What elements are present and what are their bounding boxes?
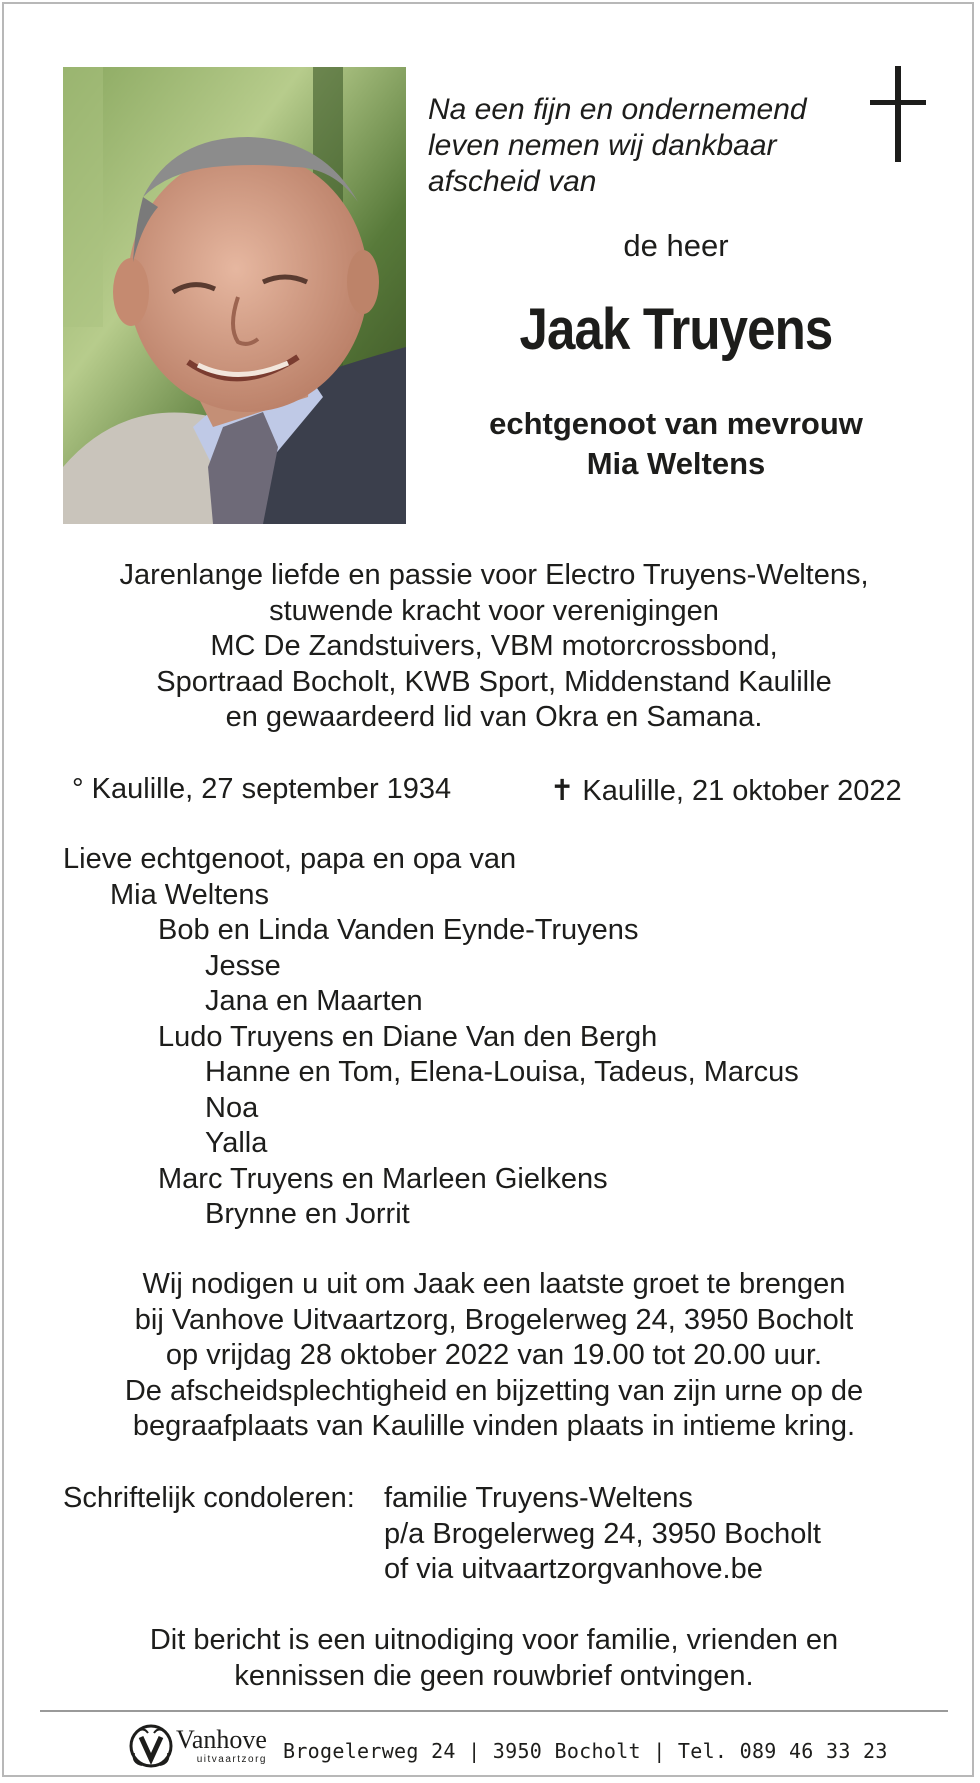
condolence-block <box>63 1481 821 1588</box>
obituary-card <box>2 2 974 1777</box>
family-spouse: Mia Weltens <box>110 878 270 911</box>
spouse-line <box>436 404 916 484</box>
family-child: Ludo Truyens en Diane Van den Bergh <box>158 1020 658 1053</box>
notice-line: Dit bericht is een uitnodiging voor familie, vrienden en <box>149 1624 839 1656</box>
tribute-line: Sportraad Bocholt, KWB Sport, Middenstand Kaulille <box>156 665 832 698</box>
salutation: de heer <box>623 228 729 263</box>
portrait-photo <box>63 67 406 524</box>
vanhove-logo-icon <box>128 1723 174 1769</box>
condolence-website-link[interactable]: of via uitvaartzorgvanhove.be <box>384 1553 763 1585</box>
footer-contact: Brogelerweg 24 | 3950 Bocholt | Tel. 089 46 33 23 <box>282 1739 888 1763</box>
tribute-line: stuwende kracht voor verenigingen <box>269 594 719 627</box>
condolence-line: familie Truyens-Weltens <box>384 1482 693 1514</box>
tribute-line: Jarenlange liefde en passie voor Electro Truyens-Weltens, <box>119 559 869 591</box>
notice-paragraph <box>44 1623 944 1694</box>
intro-line: afscheid van <box>428 165 597 198</box>
tribute-line: MC De Zandstuivers, VBM motorcrossbond, <box>210 630 778 662</box>
condolence-label: Schriftelijk condoleren: <box>63 1482 355 1514</box>
footer-divider <box>40 1710 948 1712</box>
intro-line: leven nemen wij dankbaar <box>428 129 777 162</box>
spouse-line-1: echtgenoot van mevrouw <box>489 406 863 441</box>
family-grandchild: Yalla <box>205 1127 268 1159</box>
tribute-line: en gewaardeerd lid van Okra en Samana. <box>225 701 763 733</box>
spouse-line-2: Mia Weltens <box>586 446 766 481</box>
invitation-line: bij Vanhove Uitvaartzorg, Brogelerweg 24, 3950 Bocholt <box>134 1303 854 1336</box>
footer <box>128 1716 888 1776</box>
notice-line: kennissen die geen rouwbrief ontvingen. <box>234 1659 754 1692</box>
invitation-line: Wij nodigen u uit om Jaak een laatste groet te brengen <box>142 1268 846 1300</box>
intro-line: Na een fijn en ondernemend <box>428 93 807 126</box>
invitation-line: op vrijdag 28 oktober 2022 van 19.00 tot 20.00 uur. <box>165 1339 823 1371</box>
family-grandchild: Hanne en Tom, Elena-Louisa, Tadeus, Marcus <box>205 1056 799 1088</box>
family-grandchild: Jesse <box>205 949 281 982</box>
family-child: Bob en Linda Vanden Eynde-Truyens <box>158 914 639 946</box>
invitation-line: begraafplaats van Kaulille vinden plaats in intieme kring. <box>132 1410 856 1442</box>
logo-subtitle: uitvaartzorg <box>196 1754 267 1765</box>
logo-name: Vanhove <box>176 1725 267 1754</box>
death-date: ✝ Kaulille, 21 oktober 2022 <box>550 775 902 807</box>
birth-date: ° Kaulille, 27 september 1934 <box>72 773 452 805</box>
invitation-line: De afscheidsplechtigheid en bijzetting van zijn urne op de <box>124 1374 864 1407</box>
family-child: Marc Truyens en Marleen Gielkens <box>158 1162 608 1195</box>
family-grandchild: Jana en Maarten <box>205 985 423 1017</box>
family-grandchild: Noa <box>205 1091 259 1124</box>
family-list <box>63 842 799 1233</box>
family-grandchild: Brynne en Jorrit <box>205 1198 410 1230</box>
family-heading: Lieve echtgenoot, papa en opa van <box>63 843 517 875</box>
logo-text <box>176 1727 267 1765</box>
tribute-paragraph <box>44 558 944 736</box>
condolence-line: p/a Brogelerweg 24, 3950 Bocholt <box>384 1517 821 1550</box>
invitation-paragraph <box>44 1267 944 1445</box>
intro-text <box>428 92 828 200</box>
latin-cross-icon <box>870 66 926 162</box>
deceased-name: Jaak Truyens <box>519 297 833 362</box>
